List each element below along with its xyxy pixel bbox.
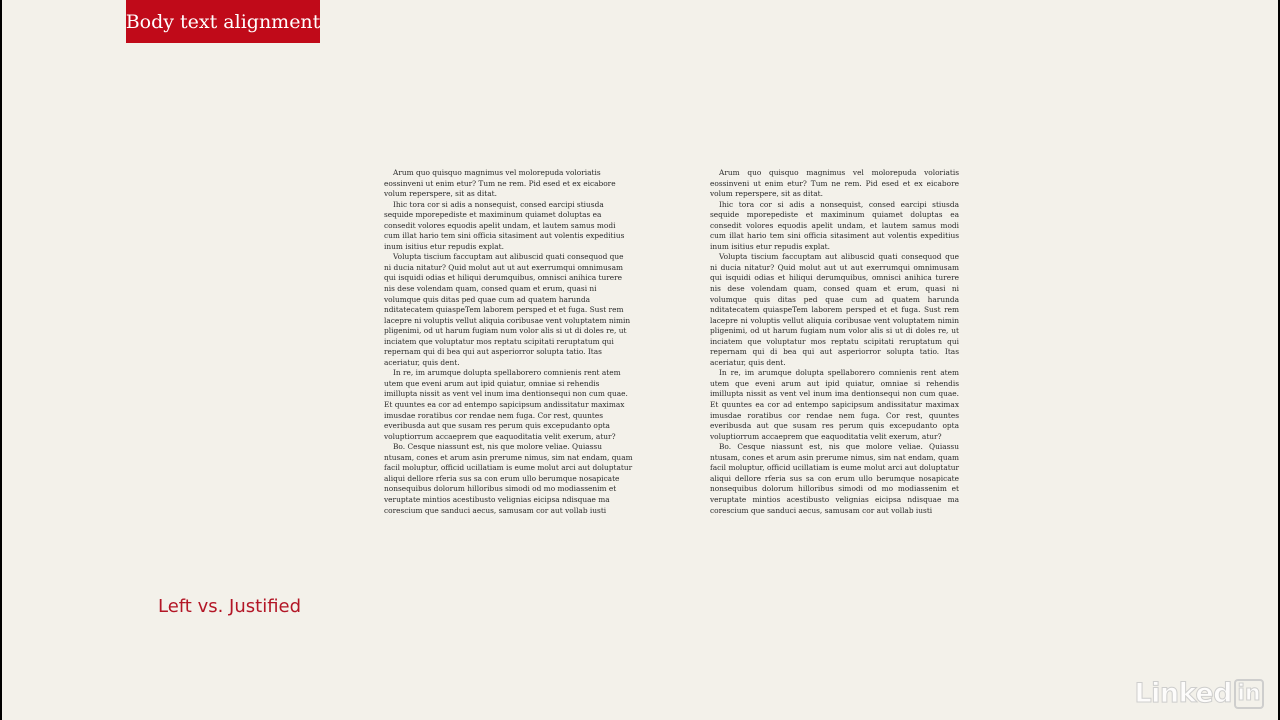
slide-title: Body text alignment [125, 10, 321, 33]
left-paragraph-3: Volupta tiscium faccuptam aut alibuscid quati consequod que ni ducia nitatur? Quid molut aut ut aut exerrumqui omnimusam qui isquidi odias et hiliqui derumquibus, omnisci anihica turere nis dese volendam quam, consed quam et erum, quasi ni volumque quis ditas ped quae cum ad quatem harunda nditatecatem quiaspeTem laborem persped et et fuga. Sust rem lacepre ni voluptis vellut aliquia coribusae vent voluptatem nimin pligenimi, od ut harum fugiam num volor alis si ut di doles re, ut inciatem que voluptatur mos reptatu scipitati reruptatum qui repernam qui di bea qui aut asperiorror solupta tatio. Itas aceriatur, quis dent. [384, 252, 631, 367]
slide-subtitle: Left vs. Justified [158, 596, 302, 617]
left-aligned-column [384, 168, 633, 516]
right-paragraph-3: Volupta tiscium faccuptam aut alibuscid quati consequod que ni ducia nitatur? Quid molut aut ut aut exerrumqui omnimusam qui isquidi odias et hiliqui derumquibus, omnisci anihica turere nis dese volendam quam, consed quam et erum, quasi ni volumque quis ditas ped quae cum ad quatem harunda nditatecatem quiaspeTem laborem persped et et fuga. Sust rem lacepre ni voluptis vellut aliquia coribusae vent voluptatem nimin pligenimi, od ut harum fugiam num volor alis si ut di doles re, ut inciatem que voluptatur mos reptatu scipitati reruptatum qui repernam qui di bea qui aut asperiorror solupta tatio. Itas aceriatur, quis dent. [710, 252, 959, 367]
left-paragraph-1: Arum quo quisquo magnimus vel molorepuda voloriatis eossinveni ut enim etur? Tum ne rem. Pid esed et ex eicabore volum reperspere, sit as ditat. [384, 168, 616, 199]
left-paragraph-5: Bo. Cesque niassunt est, nis que molore veliae. Quiassu ntusam, cones et arum asin prerume nimus, sim nat endam, quam facil moluptur, officid ucillatiam is eume molut arci aut doluptatur aliqui dellore rferia sus sa con erum ullo berumque nosapicate nonsequibus dolorum hilloribus simodi od mo modiassenim et veruptate mintios acestibusto velignias eicipsa ndisquae ma corescium que sanduci aecus, samusam cor aut vollab iusti [384, 442, 633, 515]
title-banner [126, 0, 320, 43]
right-paragraph-2: Ihic tora cor si adis a nonsequist, consed earcipi stiusda sequide mporepediste et maximinum quiamet doluptas ea consedit volores equodis apelit undam, et lautem samus modi cum illat hario tem sini officia sitasiment aut volentis expeditius inum isitius etur repudis explat. [710, 199, 959, 251]
linkedin-in-icon: in [1234, 679, 1264, 709]
right-paragraph-4: In re, im arumque dolupta spellaborero comnienis rent atem utem que eveni arum aut ipid quiatur, omniae si rehendis imillupta nissit as vent vel inum ima dentionsequi non cum quae. Et quuntes ea cor ad entempo sapicipsum andissitatur maximax imusdae roratibus cor rendae nem fuga. Cor rest, quuntes everibusda aut que susam res perum quis excepudanto opta voluptiorrum accaeprem que eaquoditatia velit exerum, atur? [710, 368, 959, 441]
right-paragraph-5: Bo. Cesque niassunt est, nis que molore veliae. Quiassu ntusam, cones et arum asin prerume nimus, sim nat endam, quam facil moluptur, officid ucillatiam is eume molut arci aut doluptatur aliqui dellore rferia sus sa con erum ullo berumque nosapicate nonsequibus dolorum hilloribus simodi od mo modiassenim et veruptate mintios acestibusto velignias eicipsa ndisquae ma corescium que sanduci aecus, samusam cor aut vollab iusti [710, 442, 959, 515]
linkedin-watermark [1134, 678, 1264, 709]
right-paragraph-1: Arum quo quisquo magnimus vel molorepuda voloriatis eossinveni ut enim etur? Tum ne rem. Pid esed et ex eicabore volum reperspere, sit as ditat. [710, 168, 959, 199]
justified-column [710, 168, 959, 516]
watermark-text: Linked [1134, 678, 1232, 709]
left-paragraph-2: Ihic tora cor si adis a nonsequist, consed earcipi stiusda sequide mporepediste et maximinum quiamet doluptas ea consedit volores equodis apelit undam, et lautem samus modi cum illat hario tem sini officia sitasiment aut volentis expeditius inum isitius etur repudis explat. [384, 199, 625, 251]
slide [2, 0, 1278, 720]
left-paragraph-4: In re, im arumque dolupta spellaborero comnienis rent atem utem que eveni arum aut ipid quiatur, omniae si rehendis imillupta nissit as vent vel inum ima dentionsequi non cum quae. Et quuntes ea cor ad entempo sapicipsum andissitatur maximax imusdae roratibus cor rendae nem fuga. Cor rest, quuntes everibusda aut que susam res perum quis excepudanto opta voluptiorrum accaeprem que eaquoditatia velit exerum, atur? [384, 368, 628, 441]
